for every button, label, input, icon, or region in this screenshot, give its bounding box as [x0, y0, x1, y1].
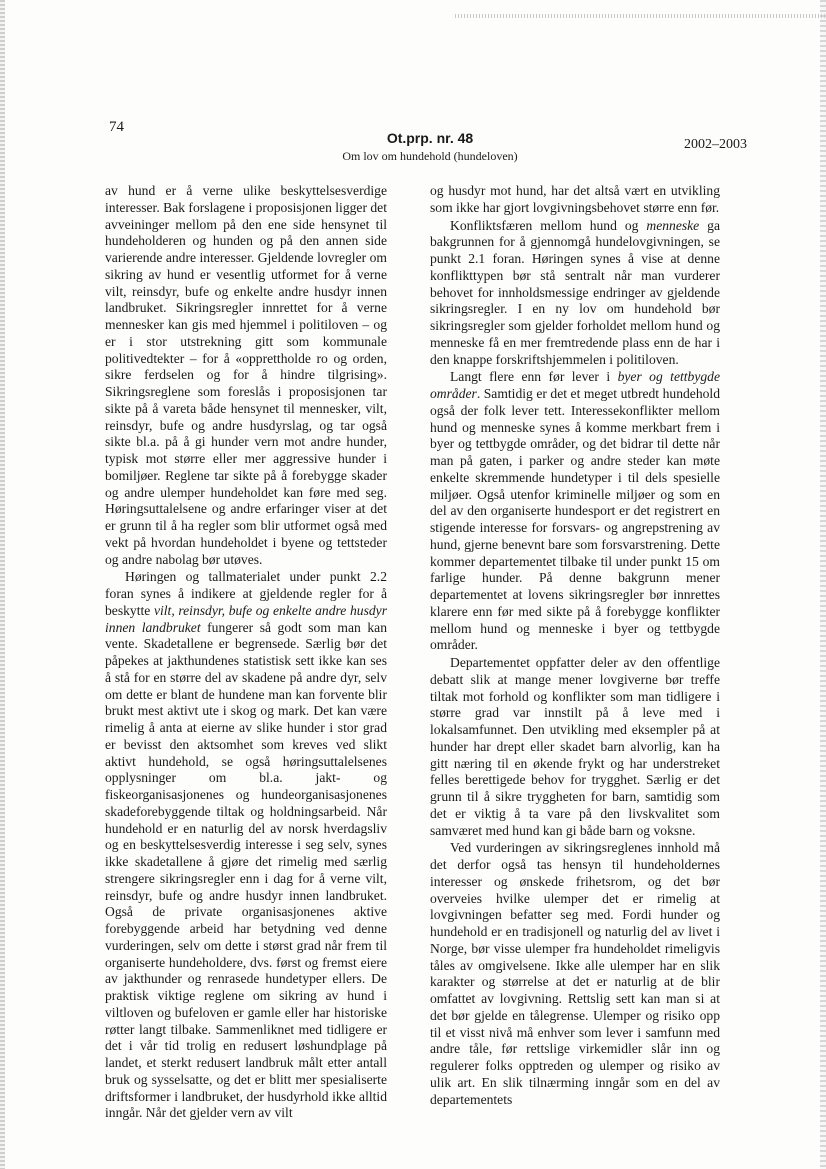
paragraph: Departementet oppfatter deler av den offentlige debatt slik at mange mener lovgiverne bør treffe tiltak mot forhold og konflikter som man tidligere i større grad var innstilt på å leve med i lokalsamfunnet. Den utvikling med eksempler på at hunder har drept eller skadet barn alvorlig, kan ha gitt næring til en økende frykt og har understreket felles berettigede behov for trygghet. Særlig er det grunn til å sikre tryggheten for barn, samtidig som det er viktig å ta vare på den livskvalitet som samværet med hund kan gi både barn og voksne. [430, 655, 720, 838]
paragraph: og husdyr mot hund, har det altså vært en utvikling som ikke har gjort lovgivningsbehovet større enn før. [430, 183, 720, 215]
paragraph [105, 569, 387, 1122]
header-title-block [300, 130, 560, 164]
page-header [0, 0, 826, 170]
paragraph: av hund er å verne ulike beskyttelsesverdige interesser. Bak forslagene i proposisjonen ligger det avveininger mellom på den ene side hensynet til hundeholderen og hunden og på den annen side varierende andre interesser. Gjeldende lovregler om sikring av hund er vesentlig utformet for å verne vilt, reinsdyr, bufe og enkelte andre husdyr innen landbruket. Sikringsregler innrettet for å verne mennesker kan gis med hjemmel i politiloven – og er i stor utstrekning gitt som kommunale politivedtekter – for å «opprettholde ro og orden, sikre ferdselen og for å hindre tilgrising». Sikringsreglene som foreslås i proposisjonen tar sikte på å vareta både hensynet til mennesker, vilt, reinsdyr, bufe og andre husdyrslag, og tar også sikte bl.a. på å gi hunder vern mot andre hunder, typisk mot større eller mer aggressive hunder i bomiljøer. Reglene tar sikte på å forebygge skader og andre ulemper hundeholdet kan føre med seg. Høringsuttalelsene og andre erfaringer viser at det er grunn til å ha regler som blir utformet også med vekt på hvordan hundeholdet i byene og tettsteder og andre nabolag bør utøves. [105, 183, 387, 567]
scan-edge-left [0, 0, 5, 1169]
text-run: Konfliktsfæren mellom hund og [450, 217, 647, 233]
emphasis-text: vilt, reinsdyr, bufe og enkelte andre husdyr innen landbruket [105, 602, 387, 635]
paragraph: Ved vurderingen av sikringsreglenes innhold må det derfor også tas hensyn til hundeholdernes interesser og ønskede frihetsrom, og det bør overveies hvilke ulemper det er rimelig at lovgivningen befatter seg med. Fordi hunder og hundehold er en tradisjonell og naturlig del av livet i Norge, bør visse ulemper fra hundeholdet rimeligvis tåles av omgivelsene. Ikke alle ulemper har en slik karakter og størrelse at det er naturlig at de blir omfattet av lovgivning. Rettslig sett kan man si at det bør gjelde en tålegrense. Ulemper og risiko opp til et visst nivå må enhver som lever i samfunn med andre tåle, før rettslige virkemidler slår inn og regulerer folks opptreden og ulemper og risiko av ulik art. En slik tilnærming inngår som en del av departementets [430, 840, 720, 1107]
paragraph [430, 369, 720, 654]
page-number: 74 [109, 119, 124, 135]
emphasis-text: byer og tettbygde områder [430, 369, 720, 401]
scan-edge-right [820, 0, 826, 1169]
document-subtitle: Om lov om hundehold (hundeloven) [342, 149, 518, 163]
document-id: Ot.prp. nr. 48 [386, 130, 474, 146]
paragraph [430, 218, 720, 369]
text-run: Høringen og tallmaterialet under punkt 2.2 foran synes å indikere at gjeldende regler for å beskytte [105, 569, 387, 618]
left-column [105, 183, 387, 1122]
document-year: 2002–2003 [684, 137, 747, 152]
text-run: ga bakgrunnen for å gjennomgå hundelovgivningen, se punkt 2.1 foran. Høringen synes å vise at denne konflikttypen bør stå sentralt når man vurderer behovet for innholdsmessige endringer av gjeldende sikringsregler. I en ny lov om hundehold bør sikringsregler som gjelder forholdet mellom hund og menneske få en mer fremtredende plass enn de har i den knappe forskriftshjemmelen i politiloven. [430, 217, 720, 367]
right-column [430, 183, 720, 1108]
text-run: . Samtidig er det et meget utbredt hundehold også der folk lever tett. Interessekonflikter mellom hund og menneske synes å komme merkbart frem i byer og tettbygde områder, og det bidrar til dette når man på gaten, i parker og andre steder kan møte enkelte skremmende hundetyper i til dels spesielle miljøer. Også utenfor kriminelle miljøer og som en del av den organiserte hundesport er det registrert en stigende interesse for forsvars- og angrepstrening av hund, gjerne benevnt bare som forsvarstrening. Dette kommer departementet tilbake til under punkt 15 om farlige hunder. På denne bakgrunn mener departementet at lovens sikringsregler bør innrettes klarere enn før med sikte på å forebygge konflikter mellom hund og menneske i byer og tettbygde områder. [430, 386, 720, 653]
emphasis-text: menneske [646, 217, 700, 233]
text-run: fungerer så godt som man kan vente. Skadetallene er begrensede. Særlig bør det påpekes at jakthundenes statistisk sett ikke kan ses å stå for en større del av skadene på andre dyr, selv om dette er blant de hundene man kan forvente blir brukt mest aktivt ute i skog og mark. Det kan være rimelig å anta at eierne av slike hunder i stor grad er bevisst den aktsomhet som kreves ved slikt aktivt hundehold, se også høringsuttalelsenes opplysninger om bl.a. jakt- og fiskeorganisasjonenes og hundeorganisasjonenes skadeforebyggende tiltak og holdningsarbeid. Når hundehold er en naturlig del av norsk hverdagsliv og en beskyttelsesverdig interesse i seg selv, synes ikke skadetallene å gjøre det rimelig med særlig strengere sikringsregler enn i dag for å verne vilt, reinsdyr, bufe og andre husdyr innen landbruket. Også de private organisasjonenes aktive forebyggende arbeid har betydning ved denne vurderingen, selv om dette i størst grad når frem til organiserte hundeholdere, dvs. først og fremst eiere av jakthunder og renrasede hundetyper ellers. De praktisk viktige reglene om sikring av hund i viltloven og bufeloven er gamle eller har historiske røtter langt tilbake. Sammenliknet med tidligere er det i vår tid trolig en redusert løshundplage på landet, et sterkt redusert landbruk målt etter antall bruk og sysselsatte, og det er blitt mer spesialiserte driftsformer i landbruket, der husdyrhold ikke alltid inngår. Når det gjelder vern av vilt [105, 619, 387, 1121]
text-run: Langt flere enn før lever i [450, 369, 618, 385]
